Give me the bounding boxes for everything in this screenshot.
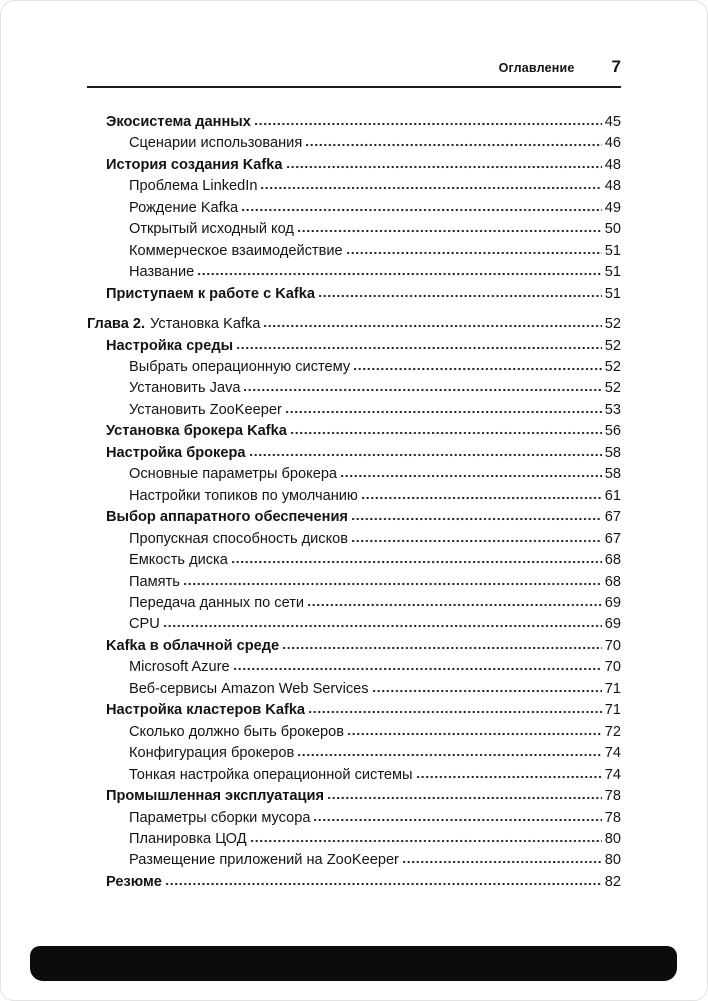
dot-leader — [298, 753, 602, 757]
running-header — [87, 57, 621, 88]
toc-entry — [87, 486, 621, 507]
toc-entry — [87, 421, 621, 442]
toc-entry-title: Тонкая настройка операционной системы — [129, 766, 413, 783]
toc-entry-page: 70 — [604, 659, 621, 676]
toc-entry-title: Открытый исходный код — [129, 221, 294, 238]
page-content — [1, 1, 707, 893]
toc-entry-page: 72 — [604, 723, 621, 740]
dot-leader — [352, 539, 602, 543]
toc-entry — [87, 572, 621, 593]
toc-entry — [87, 507, 621, 528]
toc-entry-title: Kafka в облачной среде — [106, 637, 280, 654]
toc-entry-title: История создания Kafka — [106, 156, 283, 173]
toc-entry-title: Выбор аппаратного обеспечения — [106, 509, 348, 526]
toc-entry-title: Размещение приложений на ZooKeeper — [129, 852, 399, 869]
toc-entry-page: 45 — [604, 114, 621, 130]
dot-leader — [264, 324, 601, 328]
toc-entry — [87, 176, 621, 197]
toc-entry-title: Сценарии использования — [129, 135, 303, 152]
toc-entry-title: Microsoft Azure — [129, 659, 230, 676]
toc-entry-page: 68 — [604, 573, 621, 590]
toc-entry — [87, 743, 621, 764]
toc-entry — [87, 657, 621, 678]
book-bottom-edge — [30, 946, 677, 981]
toc-entry-page: 78 — [604, 788, 621, 805]
toc-entry — [87, 357, 621, 378]
dot-leader — [244, 388, 601, 392]
toc-entry — [87, 808, 621, 829]
toc-entry — [87, 443, 621, 464]
toc-entry-page: 74 — [604, 745, 621, 762]
toc-entry — [87, 829, 621, 850]
toc-entry-page: 56 — [604, 423, 621, 440]
toc-entry-title: Пропускная способность дисков — [129, 530, 349, 547]
toc-entry — [87, 314, 621, 335]
toc-entry-page: 58 — [604, 466, 621, 483]
dot-leader — [341, 474, 602, 478]
toc-list — [87, 112, 621, 893]
dot-leader — [255, 122, 602, 126]
dot-leader — [234, 667, 602, 671]
toc-entry — [87, 198, 621, 219]
dot-leader — [306, 143, 602, 147]
toc-entry-page: 46 — [604, 135, 621, 152]
dot-leader — [232, 560, 602, 564]
dot-leader — [166, 882, 602, 886]
toc-entry-page: 68 — [604, 552, 621, 569]
toc-entry-title: Конфигурация брокеров — [129, 745, 295, 762]
toc-entry — [87, 636, 621, 657]
toc-entry-title: Установить ZooKeeper — [129, 401, 282, 418]
dot-leader — [184, 582, 602, 586]
toc-entry-title: Настройка брокера — [106, 444, 246, 461]
toc-entry-title: Основные параметры брокера — [129, 466, 338, 483]
toc-entry-title: Передача данных по сети — [129, 594, 305, 611]
toc-entry-page: 71 — [604, 702, 621, 719]
dot-leader — [283, 646, 602, 650]
toc-entry-page: 80 — [604, 830, 621, 847]
toc-entry-page: 53 — [604, 401, 621, 418]
toc-entry — [87, 464, 621, 485]
toc-entry-title: Рождение Kafka — [129, 199, 239, 216]
toc-entry-title: Емкость диска — [129, 552, 228, 569]
toc-entry-page: 70 — [604, 637, 621, 654]
dot-leader — [164, 624, 602, 628]
toc-entry-page: 52 — [604, 380, 621, 397]
toc-entry-page: 52 — [604, 316, 621, 333]
toc-entry-title: Настройки топиков по умолчанию — [129, 487, 358, 504]
dot-leader — [314, 818, 601, 822]
toc-entry-page: 69 — [604, 616, 621, 633]
dot-leader — [261, 186, 601, 190]
toc-entry-page: 52 — [604, 358, 621, 375]
toc-entry — [87, 700, 621, 721]
running-header-title: Оглавление — [498, 61, 575, 75]
dot-leader — [287, 165, 602, 169]
toc-entry-page: 48 — [604, 156, 621, 173]
toc-entry — [87, 850, 621, 871]
toc-entry-title: Установить Java — [129, 380, 241, 397]
dot-leader — [347, 251, 602, 255]
toc-entry-title: Резюме — [106, 873, 162, 890]
dot-leader — [319, 294, 602, 298]
dot-leader — [348, 732, 602, 736]
toc-entry-title: Сколько должно быть брокеров — [129, 723, 344, 740]
toc-entry — [87, 262, 621, 283]
dot-leader — [309, 710, 602, 714]
dot-leader — [417, 775, 602, 779]
page-number: 7 — [611, 57, 621, 76]
toc-entry-title: Установка Kafka — [150, 316, 261, 333]
toc-entry-page: 52 — [604, 337, 621, 354]
toc-entry-page: 67 — [604, 509, 621, 526]
toc-entry-page: 51 — [604, 285, 621, 302]
toc-entry-page: 51 — [604, 242, 621, 259]
toc-entry-title: Название — [129, 264, 195, 281]
toc-chapter-label: Глава 2. — [87, 316, 146, 333]
toc-entry — [87, 219, 621, 240]
dot-leader — [352, 517, 602, 521]
dot-leader — [237, 346, 602, 350]
toc-entry — [87, 284, 621, 305]
toc-entry-page: 71 — [604, 680, 621, 697]
toc-entry-title: Приступаем к работе с Kafka — [106, 285, 316, 302]
dot-leader — [291, 431, 602, 435]
toc-entry-page: 69 — [604, 594, 621, 611]
dot-leader — [198, 272, 602, 276]
toc-entry-title: Экосистема данных — [106, 114, 251, 130]
toc-entry — [87, 722, 621, 743]
dot-leader — [328, 796, 602, 800]
toc-entry-page: 58 — [604, 444, 621, 461]
dot-leader — [308, 603, 602, 607]
toc-entry-title: CPU — [129, 616, 160, 633]
toc-entry-page: 61 — [604, 487, 621, 504]
toc-entry-title: Планировка ЦОД — [129, 830, 247, 847]
dot-leader — [373, 689, 602, 693]
toc-entry-title: Выбрать операционную систему — [129, 358, 351, 375]
toc-entry-title: Коммерческое взаимодействие — [129, 242, 343, 259]
dot-leader — [242, 208, 602, 212]
toc-entry-page: 49 — [604, 199, 621, 216]
toc-entry-page: 50 — [604, 221, 621, 238]
toc-entry-page: 80 — [604, 852, 621, 869]
toc-entry-title: Проблема LinkedIn — [129, 178, 258, 195]
toc-entry — [87, 529, 621, 550]
dot-leader — [250, 453, 602, 457]
toc-entry — [87, 679, 621, 700]
toc-entry-page: 82 — [604, 873, 621, 890]
toc-entry — [87, 593, 621, 614]
dot-leader — [362, 496, 602, 500]
toc-entry-page: 78 — [604, 809, 621, 826]
toc-entry-title: Настройка кластеров Kafka — [106, 702, 306, 719]
toc-entry — [87, 336, 621, 357]
toc-entry-title: Веб-сервисы Amazon Web Services — [129, 680, 369, 697]
toc-entry-page: 67 — [604, 530, 621, 547]
toc-entry-title: Промышленная эксплуатация — [106, 788, 325, 805]
dot-leader — [298, 229, 602, 233]
toc-entry-title: Память — [129, 573, 180, 590]
toc-entry-page: 74 — [604, 766, 621, 783]
toc-entry-title: Настройка среды — [106, 337, 234, 354]
toc-entry — [87, 378, 621, 399]
toc-entry — [87, 155, 621, 176]
toc-entry — [87, 112, 621, 133]
dot-leader — [286, 410, 602, 414]
toc-entry — [87, 614, 621, 635]
toc-entry — [87, 786, 621, 807]
toc-entry — [87, 765, 621, 786]
toc-entry-title: Установка брокера Kafka — [106, 423, 287, 440]
dot-leader — [403, 860, 602, 864]
toc-entry — [87, 550, 621, 571]
toc-entry — [87, 241, 621, 262]
dot-leader — [354, 367, 602, 371]
toc-entry — [87, 400, 621, 421]
toc-entry-page: 51 — [604, 264, 621, 281]
dot-leader — [251, 839, 602, 843]
toc-entry — [87, 872, 621, 893]
toc-entry-title: Параметры сборки мусора — [129, 809, 311, 826]
toc-entry-page: 48 — [604, 178, 621, 195]
toc-entry — [87, 133, 621, 154]
